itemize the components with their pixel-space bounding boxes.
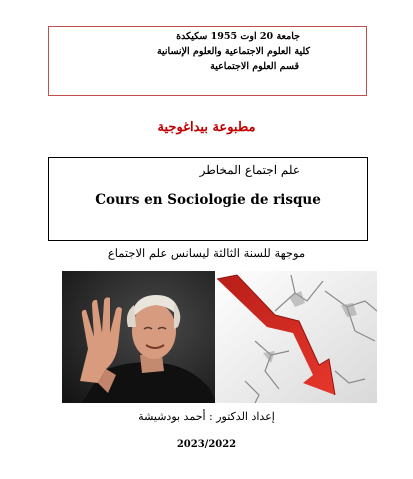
academic-year: 2023/2022 [176,439,237,450]
course-title-arabic: علم اجتماع المخاطر [199,163,300,177]
course-title-french: Cours en Sociologie de risque [95,192,321,208]
course-title-box [48,157,368,241]
document-type-label: مطبوعة بيداغوجية [157,120,256,135]
author-credit: إعداد الدكتور : أحمد بودشيشة [138,410,275,423]
department-name: قسم العلوم الاجتماعية [210,61,299,72]
falling-red-arrow-cracked-wall [215,271,377,403]
faculty-name: كلية العلوم الاجتماعية والعلوم الإنسانية [156,46,310,57]
university-header-box [48,26,367,96]
university-name: جامعة 20 اوت 1955 سكيكدة [176,31,300,42]
man-raising-hand-photo [62,271,216,403]
target-audience: موجهة للسنة الثالثة ليسانس علم الاجتماع [107,246,306,260]
